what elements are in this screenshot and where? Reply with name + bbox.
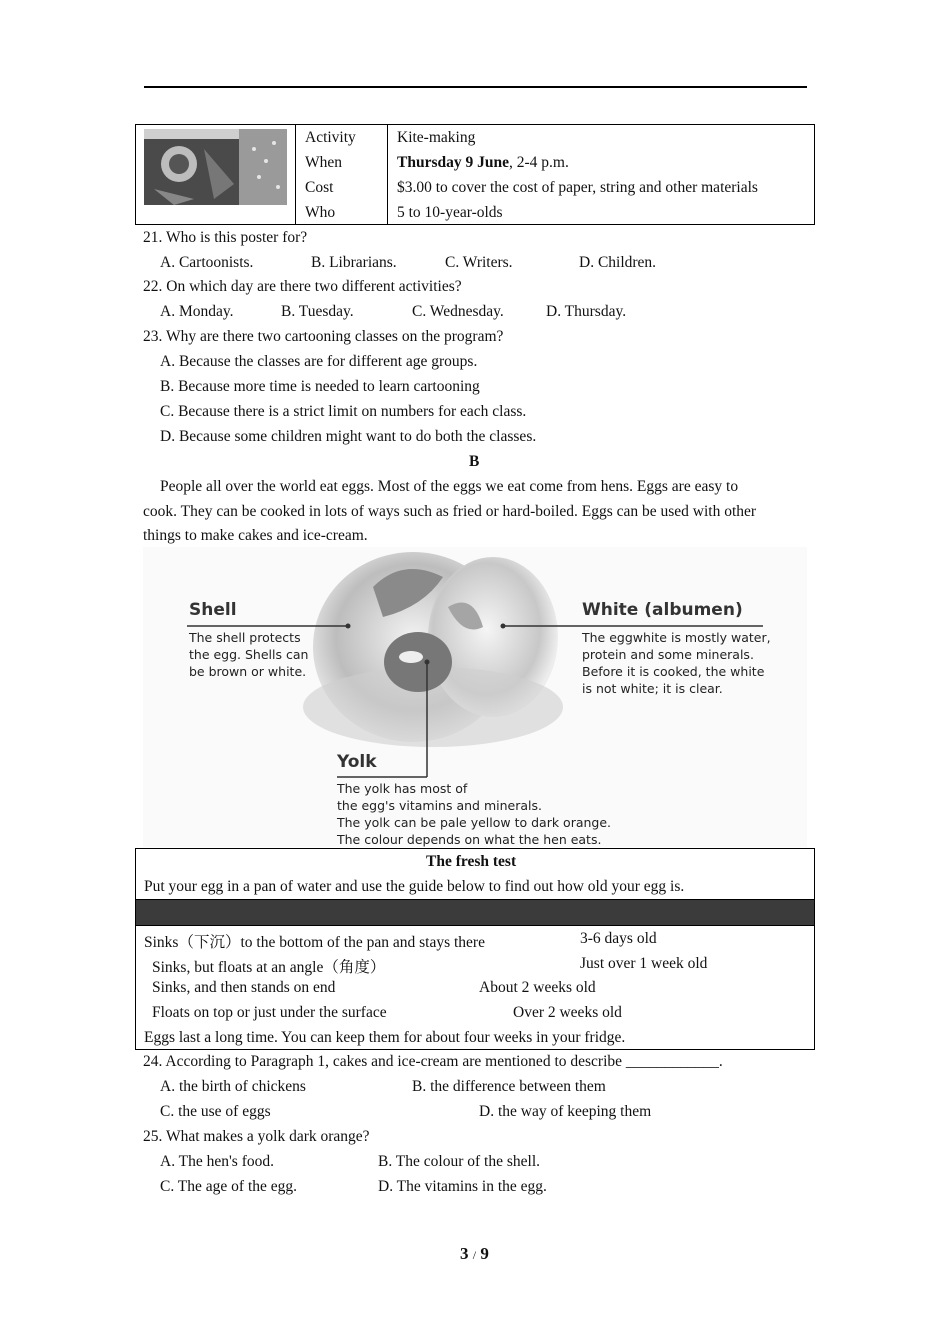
poster-when-time: , 2-4 p.m.: [508, 154, 569, 171]
question-21: 21. Who is this poster for?: [143, 229, 308, 246]
question-23: 23. Why are there two cartooning classes on the program?: [143, 328, 504, 345]
kite-making-photo: [144, 129, 287, 205]
q24-option-d: D. the way of keeping them: [479, 1103, 652, 1120]
q24-option-a: A. the birth of chickens: [160, 1078, 306, 1095]
q22-option-b: B. Tuesday.: [281, 303, 354, 320]
fresh-test-intro: Put your egg in a pan of water and use the guide below to find out how old your egg is.: [144, 878, 685, 895]
poster-label-activity: Activity: [305, 129, 356, 146]
q25-option-c: C. The age of the egg.: [160, 1178, 298, 1195]
fresh-row-4-condition: Floats on top or just under the surface: [152, 1004, 387, 1021]
q21-option-d: D. Children.: [579, 254, 657, 271]
fresh-test-box: [135, 848, 815, 1050]
poster-label-cost: Cost: [305, 179, 334, 196]
para-line-3: things to make cakes and ice-cream.: [143, 527, 368, 544]
q21-option-a: A. Cartoonists.: [160, 254, 254, 271]
q21-option-b: B. Librarians.: [311, 254, 397, 271]
question-22: 22. On which day are there two different activities?: [143, 278, 462, 295]
yolk-label: Yolk: [337, 752, 377, 772]
fresh-test-title: The fresh test: [426, 853, 517, 870]
shell-label: Shell: [189, 600, 237, 620]
poster-activity-table: [135, 124, 815, 225]
q23-option-d: D. Because some children might want to do both the classes.: [160, 428, 537, 445]
question-25: 25. What makes a yolk dark orange?: [143, 1128, 370, 1145]
fresh-row-2-condition: Sinks, but floats at an angle（角度）: [152, 959, 386, 976]
fresh-row-4-age: Over 2 weeks old: [513, 1004, 622, 1021]
poster-value-cost: $3.00 to cover the cost of paper, string and other materials: [397, 179, 758, 196]
yolk-description: The yolk has most of the egg's vitamins and minerals. The yolk can be pale yellow to dark orange. The colour depends on what the hen eats.: [337, 781, 612, 847]
para-line-2: cook. They can be cooked in lots of ways such as fried or hard-boiled. Eggs can be used with other: [143, 503, 757, 520]
egg-diagram: [143, 547, 807, 847]
q21-option-c: C. Writers.: [445, 254, 513, 271]
white-label: White (albumen): [582, 600, 743, 620]
poster-value-activity: Kite-making: [397, 129, 476, 146]
q24-option-c: C. the use of eggs: [160, 1103, 271, 1120]
poster-when-date: Thursday 9 June: [397, 154, 509, 171]
page-current: 3: [460, 1244, 469, 1263]
section-b-heading: B: [469, 453, 480, 470]
shell-description: The shell protects the egg. Shells can be brown or white.: [189, 630, 309, 679]
fresh-row-2-age: Just over 1 week old: [580, 955, 708, 972]
page-separator: /: [472, 1248, 477, 1262]
q23-option-a: A. Because the classes are for different age groups.: [160, 353, 478, 370]
fresh-row-3-condition: Sinks, and then stands on end: [152, 979, 336, 996]
poster-label-who: Who: [305, 204, 336, 221]
q24-option-b: B. the difference between them: [412, 1078, 606, 1095]
q22-option-d: D. Thursday.: [546, 303, 627, 320]
poster-label-when: When: [305, 154, 343, 171]
fresh-row-1-condition: Sinks（下沉）to the bottom of the pan and stays there: [144, 934, 485, 951]
q25-option-a: A. The hen's food.: [160, 1153, 275, 1170]
q23-option-c: C. Because there is a strict limit on numbers for each class.: [160, 403, 527, 420]
fresh-row-3-age: About 2 weeks old: [479, 979, 596, 996]
poster-value-when: [397, 154, 569, 172]
q22-option-a: A. Monday.: [160, 303, 234, 320]
q23-option-b: B. Because more time is needed to learn cartooning: [160, 378, 480, 395]
header-rule: [144, 86, 807, 88]
poster-value-who: 5 to 10-year-olds: [397, 204, 503, 221]
page-total: 9: [480, 1244, 489, 1263]
fresh-row-1-age: 3-6 days old: [580, 930, 657, 947]
para-line-1: People all over the world eat eggs. Most of the eggs we eat come from hens. Eggs are easy to: [160, 478, 739, 495]
q25-option-d: D. The vitamins in the egg.: [378, 1178, 547, 1195]
q22-option-c: C. Wednesday.: [412, 303, 504, 320]
fresh-test-footer: Eggs last a long time. You can keep them for about four weeks in your fridge.: [144, 1029, 626, 1046]
fresh-test-divider-bar: [136, 900, 814, 925]
q25-option-b: B. The colour of the shell.: [378, 1153, 541, 1170]
page-number: [460, 1244, 489, 1264]
white-description: The eggwhite is mostly water, protein and some minerals. Before it is cooked, the white is not white; it is clear.: [582, 630, 771, 696]
question-24: 24. According to Paragraph 1, cakes and ice-cream are mentioned to describe ____________.: [143, 1053, 723, 1070]
